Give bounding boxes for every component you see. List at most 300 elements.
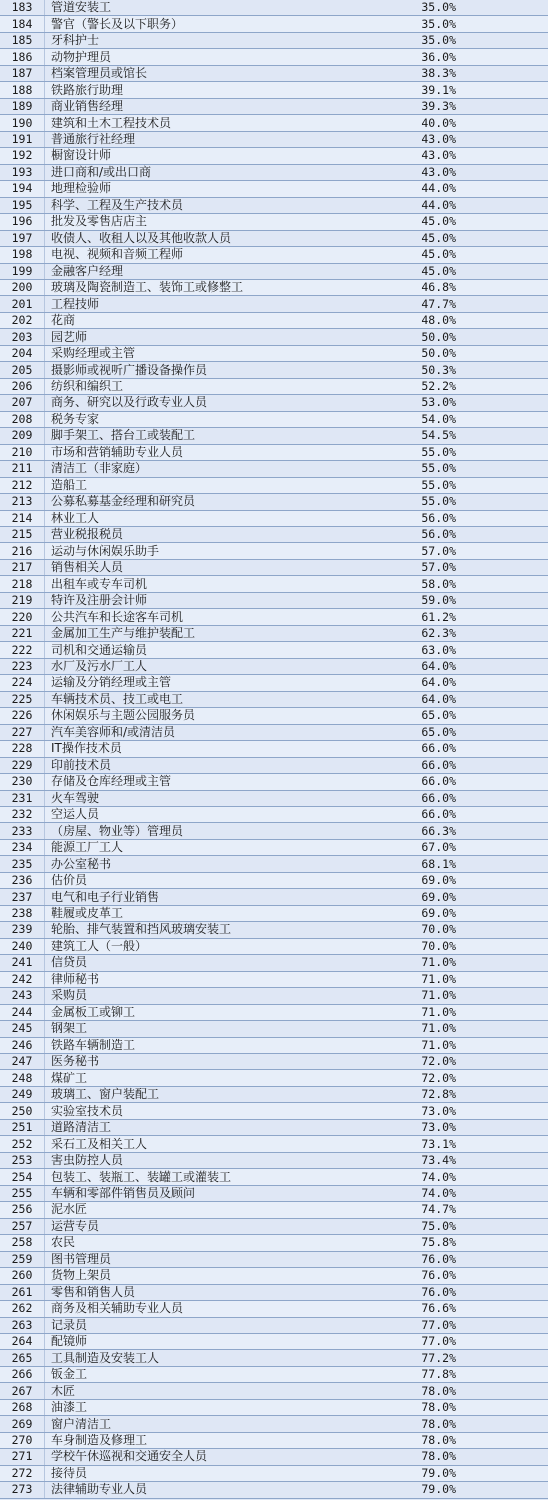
occupation-cell: 警官（警长及以下职务） bbox=[51, 16, 184, 31]
table-row bbox=[0, 906, 548, 922]
table-row bbox=[0, 148, 548, 164]
probability-cell: 74.0% bbox=[421, 1169, 456, 1184]
table-row bbox=[0, 214, 548, 230]
rank-cell: 214 bbox=[0, 511, 45, 526]
table-row bbox=[0, 1416, 548, 1432]
table-row bbox=[0, 1054, 548, 1070]
table-row bbox=[0, 593, 548, 609]
table-row bbox=[0, 1466, 548, 1482]
probability-cell: 77.0% bbox=[421, 1334, 456, 1349]
table-row bbox=[0, 527, 548, 543]
probability-cell: 66.0% bbox=[421, 741, 456, 756]
rank-cell: 255 bbox=[0, 1186, 45, 1201]
rank-cell: 224 bbox=[0, 675, 45, 690]
occupation-cell: 害虫防控人员 bbox=[51, 1153, 124, 1168]
rank-cell: 262 bbox=[0, 1301, 45, 1316]
table-row bbox=[0, 395, 548, 411]
table-row bbox=[0, 1334, 548, 1350]
probability-cell: 57.0% bbox=[421, 543, 456, 558]
probability-cell: 40.0% bbox=[421, 115, 456, 130]
rank-cell: 202 bbox=[0, 313, 45, 328]
occupation-cell: 鞋履或皮革工 bbox=[51, 906, 124, 921]
occupation-cell: 营业税报税员 bbox=[51, 527, 124, 542]
table-row bbox=[0, 741, 548, 757]
rank-cell: 211 bbox=[0, 461, 45, 476]
occupation-cell: 脚手架工、搭台工或装配工 bbox=[51, 428, 196, 443]
occupation-cell: 水厂及污水厂工人 bbox=[51, 658, 148, 673]
occupation-cell: 销售相关人员 bbox=[51, 560, 124, 575]
rank-cell: 258 bbox=[0, 1235, 45, 1250]
table-row bbox=[0, 1235, 548, 1251]
probability-cell: 53.0% bbox=[421, 395, 456, 410]
table-row bbox=[0, 231, 548, 247]
table-row bbox=[0, 1268, 548, 1284]
probability-cell: 71.0% bbox=[421, 1037, 456, 1052]
rank-cell: 218 bbox=[0, 576, 45, 591]
rank-cell: 229 bbox=[0, 758, 45, 773]
table-row bbox=[0, 1350, 548, 1366]
rank-cell: 235 bbox=[0, 856, 45, 871]
probability-cell: 56.0% bbox=[421, 527, 456, 542]
probability-cell: 61.2% bbox=[421, 609, 456, 624]
rank-cell: 209 bbox=[0, 428, 45, 443]
occupation-cell: 木匠 bbox=[51, 1383, 76, 1398]
probability-cell: 69.0% bbox=[421, 873, 456, 888]
rank-cell: 183 bbox=[0, 0, 45, 15]
table-row bbox=[0, 1252, 548, 1268]
rank-cell: 212 bbox=[0, 478, 45, 493]
occupation-cell: 火车驾驶 bbox=[51, 790, 100, 805]
rank-cell: 243 bbox=[0, 988, 45, 1003]
rank-cell: 196 bbox=[0, 214, 45, 229]
table-row bbox=[0, 840, 548, 856]
rank-cell: 260 bbox=[0, 1268, 45, 1283]
probability-cell: 54.0% bbox=[421, 411, 456, 426]
table-row bbox=[0, 642, 548, 658]
occupation-cell: 采购经理或主管 bbox=[51, 346, 136, 361]
occupation-cell: 玻璃工、窗户装配工 bbox=[51, 1087, 160, 1102]
occupation-cell: 摄影师或视听广播设备操作员 bbox=[51, 362, 208, 377]
table-row bbox=[0, 313, 548, 329]
probability-cell: 75.8% bbox=[421, 1235, 456, 1250]
occupation-cell: 学校午休巡视和交通安全人员 bbox=[51, 1449, 208, 1464]
rank-cell: 240 bbox=[0, 939, 45, 954]
rank-cell: 188 bbox=[0, 82, 45, 97]
rank-cell: 241 bbox=[0, 955, 45, 970]
occupation-cell: 油漆工 bbox=[51, 1400, 88, 1415]
probability-cell: 35.0% bbox=[421, 16, 456, 31]
occupation-cell: 记录员 bbox=[51, 1317, 88, 1332]
probability-cell: 71.0% bbox=[421, 955, 456, 970]
rank-cell: 270 bbox=[0, 1433, 45, 1448]
table-row bbox=[0, 1103, 548, 1119]
table-row bbox=[0, 939, 548, 955]
probability-cell: 74.0% bbox=[421, 1185, 456, 1200]
probability-cell: 78.0% bbox=[421, 1383, 456, 1398]
table-row bbox=[0, 791, 548, 807]
rank-cell: 273 bbox=[0, 1482, 45, 1497]
rank-cell: 187 bbox=[0, 66, 45, 81]
occupation-cell: 动物护理员 bbox=[51, 49, 112, 64]
rank-cell: 253 bbox=[0, 1153, 45, 1168]
table-row bbox=[0, 659, 548, 675]
table-row bbox=[0, 774, 548, 790]
probability-cell: 55.0% bbox=[421, 494, 456, 509]
occupation-cell: 纺织和编织工 bbox=[51, 379, 124, 394]
rank-cell: 208 bbox=[0, 412, 45, 427]
occupation-cell: 档案管理员或馆长 bbox=[51, 66, 148, 81]
occupation-cell: （房屋、物业等）管理员 bbox=[51, 823, 184, 838]
rank-cell: 234 bbox=[0, 840, 45, 855]
occupation-cell: 律师秘书 bbox=[51, 971, 100, 986]
probability-cell: 76.0% bbox=[421, 1284, 456, 1299]
occupation-cell: 收债人、收租人以及其他收款人员 bbox=[51, 230, 232, 245]
rank-cell: 269 bbox=[0, 1416, 45, 1431]
probability-cell: 45.0% bbox=[421, 247, 456, 262]
table-row bbox=[0, 1120, 548, 1136]
table-row bbox=[0, 1433, 548, 1449]
rank-cell: 216 bbox=[0, 543, 45, 558]
rank-cell: 264 bbox=[0, 1334, 45, 1349]
rank-cell: 244 bbox=[0, 1005, 45, 1020]
table-row bbox=[0, 543, 548, 559]
rank-cell: 257 bbox=[0, 1219, 45, 1234]
probability-cell: 64.0% bbox=[421, 675, 456, 690]
table-row bbox=[0, 511, 548, 527]
rank-cell: 219 bbox=[0, 593, 45, 608]
probability-cell: 71.0% bbox=[421, 971, 456, 986]
table-row bbox=[0, 972, 548, 988]
table-row bbox=[0, 181, 548, 197]
rank-cell: 246 bbox=[0, 1038, 45, 1053]
rank-cell: 200 bbox=[0, 280, 45, 295]
occupation-cell: 印前技术员 bbox=[51, 757, 112, 772]
occupation-cell: 批发及零售店店主 bbox=[51, 214, 148, 229]
occupation-cell: 接待员 bbox=[51, 1465, 88, 1480]
rank-cell: 186 bbox=[0, 49, 45, 64]
probability-cell: 47.7% bbox=[421, 296, 456, 311]
probability-cell: 43.0% bbox=[421, 148, 456, 163]
table-row bbox=[0, 856, 548, 872]
table-row bbox=[0, 1367, 548, 1383]
rank-cell: 189 bbox=[0, 99, 45, 114]
probability-cell: 71.0% bbox=[421, 1021, 456, 1036]
probability-cell: 66.0% bbox=[421, 757, 456, 772]
rank-cell: 248 bbox=[0, 1070, 45, 1085]
rank-cell: 225 bbox=[0, 692, 45, 707]
probability-cell: 38.3% bbox=[421, 66, 456, 81]
occupation-cell: 钢架工 bbox=[51, 1021, 88, 1036]
table-row bbox=[0, 296, 548, 312]
occupation-cell: 货物上架员 bbox=[51, 1268, 112, 1283]
rank-cell: 223 bbox=[0, 659, 45, 674]
table-row bbox=[0, 445, 548, 461]
probability-cell: 45.0% bbox=[421, 263, 456, 278]
table-row bbox=[0, 922, 548, 938]
rank-cell: 267 bbox=[0, 1383, 45, 1398]
table-row bbox=[0, 1219, 548, 1235]
occupation-cell: 普通旅行社经理 bbox=[51, 131, 136, 146]
rank-cell: 185 bbox=[0, 33, 45, 48]
rank-cell: 203 bbox=[0, 329, 45, 344]
table-row bbox=[0, 873, 548, 889]
probability-cell: 63.0% bbox=[421, 642, 456, 657]
rank-cell: 263 bbox=[0, 1318, 45, 1333]
probability-cell: 44.0% bbox=[421, 197, 456, 212]
occupation-cell: 钣金工 bbox=[51, 1367, 88, 1382]
occupation-cell: 金属板工或铆工 bbox=[51, 1004, 136, 1019]
probability-cell: 66.0% bbox=[421, 790, 456, 805]
rank-cell: 231 bbox=[0, 791, 45, 806]
rank-cell: 268 bbox=[0, 1400, 45, 1415]
table-row bbox=[0, 955, 548, 971]
table-row bbox=[0, 346, 548, 362]
rank-cell: 251 bbox=[0, 1120, 45, 1135]
probability-cell: 62.3% bbox=[421, 626, 456, 641]
rank-cell: 252 bbox=[0, 1136, 45, 1151]
rank-cell: 242 bbox=[0, 972, 45, 987]
occupation-cell: 车身制造及修理工 bbox=[51, 1433, 148, 1448]
table-row bbox=[0, 889, 548, 905]
occupation-cell: 零售和销售人员 bbox=[51, 1284, 136, 1299]
table-row bbox=[0, 1186, 548, 1202]
table-row bbox=[0, 99, 548, 115]
table-row bbox=[0, 576, 548, 592]
table-row bbox=[0, 1400, 548, 1416]
probability-cell: 39.3% bbox=[421, 99, 456, 114]
occupation-cell: 能源工厂工人 bbox=[51, 840, 124, 855]
probability-cell: 73.0% bbox=[421, 1103, 456, 1118]
occupation-cell: 采石工及相关工人 bbox=[51, 1136, 148, 1151]
occupation-cell: 法律辅助专业人员 bbox=[51, 1482, 148, 1497]
table-row bbox=[0, 609, 548, 625]
probability-cell: 73.0% bbox=[421, 1120, 456, 1135]
rank-cell: 191 bbox=[0, 132, 45, 147]
probability-cell: 57.0% bbox=[421, 560, 456, 575]
probability-cell: 77.0% bbox=[421, 1317, 456, 1332]
probability-cell: 52.2% bbox=[421, 379, 456, 394]
rank-cell: 239 bbox=[0, 922, 45, 937]
probability-cell: 45.0% bbox=[421, 214, 456, 229]
occupation-cell: 牙科护士 bbox=[51, 33, 100, 48]
occupation-cell: 林业工人 bbox=[51, 510, 100, 525]
rank-cell: 266 bbox=[0, 1367, 45, 1382]
table-row bbox=[0, 1136, 548, 1152]
rank-cell: 217 bbox=[0, 560, 45, 575]
rank-cell: 232 bbox=[0, 807, 45, 822]
rank-cell: 197 bbox=[0, 231, 45, 246]
probability-cell: 71.0% bbox=[421, 988, 456, 1003]
table-row bbox=[0, 675, 548, 691]
rank-cell: 205 bbox=[0, 362, 45, 377]
probability-cell: 71.0% bbox=[421, 1004, 456, 1019]
rank-cell: 230 bbox=[0, 774, 45, 789]
occupation-cell: 车辆技术员、技工或电工 bbox=[51, 691, 184, 706]
probability-cell: 65.0% bbox=[421, 708, 456, 723]
rank-cell: 215 bbox=[0, 527, 45, 542]
table-row bbox=[0, 758, 548, 774]
occupation-cell: 车辆和零部件销售员及顾问 bbox=[51, 1185, 196, 1200]
occupation-cell: 管道安装工 bbox=[51, 0, 112, 15]
table-row bbox=[0, 1087, 548, 1103]
table-row bbox=[0, 412, 548, 428]
occupation-cell: 包装工、装瓶工、装罐工或灌装工 bbox=[51, 1169, 232, 1184]
table-row bbox=[0, 428, 548, 444]
table-row bbox=[0, 198, 548, 214]
rank-cell: 259 bbox=[0, 1252, 45, 1267]
occupation-cell: 园艺师 bbox=[51, 329, 88, 344]
occupation-cell: 玻璃及陶瓷制造工、装饰工或修整工 bbox=[51, 280, 244, 295]
table-row bbox=[0, 264, 548, 280]
table-row bbox=[0, 1021, 548, 1037]
probability-cell: 36.0% bbox=[421, 49, 456, 64]
table-row bbox=[0, 725, 548, 741]
occupation-cell: 医务秘书 bbox=[51, 1054, 100, 1069]
probability-cell: 78.0% bbox=[421, 1416, 456, 1431]
occupation-cell: 实验室技术员 bbox=[51, 1103, 124, 1118]
probability-cell: 46.8% bbox=[421, 280, 456, 295]
rank-cell: 227 bbox=[0, 725, 45, 740]
table-row bbox=[0, 1005, 548, 1021]
table-row bbox=[0, 247, 548, 263]
occupation-cell: 信贷员 bbox=[51, 955, 88, 970]
occupation-cell: 农民 bbox=[51, 1235, 76, 1250]
occupation-cell: 工具制造及安装工人 bbox=[51, 1350, 160, 1365]
probability-cell: 78.0% bbox=[421, 1433, 456, 1448]
probability-cell: 58.0% bbox=[421, 576, 456, 591]
rank-cell: 256 bbox=[0, 1202, 45, 1217]
table-row bbox=[0, 49, 548, 65]
occupation-cell: 电气和电子行业销售 bbox=[51, 889, 160, 904]
probability-cell: 64.0% bbox=[421, 658, 456, 673]
rank-cell: 228 bbox=[0, 741, 45, 756]
rank-cell: 261 bbox=[0, 1285, 45, 1300]
rank-cell: 238 bbox=[0, 906, 45, 921]
table-row bbox=[0, 82, 548, 98]
rank-cell: 222 bbox=[0, 642, 45, 657]
rank-cell: 192 bbox=[0, 148, 45, 163]
occupation-cell: 休闲娱乐与主题公园服务员 bbox=[51, 708, 196, 723]
occupation-cell: 煤矿工 bbox=[51, 1070, 88, 1085]
rank-cell: 271 bbox=[0, 1449, 45, 1464]
probability-cell: 76.0% bbox=[421, 1251, 456, 1266]
occupation-cell: 花商 bbox=[51, 313, 76, 328]
occupation-cell: 估价员 bbox=[51, 873, 88, 888]
probability-cell: 39.1% bbox=[421, 82, 456, 97]
occupation-cell: 空运人员 bbox=[51, 807, 100, 822]
probability-cell: 77.8% bbox=[421, 1367, 456, 1382]
occupation-cell: 运营专员 bbox=[51, 1218, 100, 1233]
rank-cell: 249 bbox=[0, 1087, 45, 1102]
occupation-cell: 铁路车辆制造工 bbox=[51, 1037, 136, 1052]
table-row bbox=[0, 1318, 548, 1334]
occupation-cell: 运动与休闲娱乐助手 bbox=[51, 543, 160, 558]
rank-cell: 213 bbox=[0, 494, 45, 509]
table-row bbox=[0, 362, 548, 378]
table-row bbox=[0, 823, 548, 839]
rank-cell: 193 bbox=[0, 165, 45, 180]
table-row bbox=[0, 132, 548, 148]
occupation-cell: 道路清洁工 bbox=[51, 1120, 112, 1135]
table-row bbox=[0, 1383, 548, 1399]
rank-cell: 226 bbox=[0, 708, 45, 723]
occupation-cell: 图书管理员 bbox=[51, 1251, 112, 1266]
probability-cell: 75.0% bbox=[421, 1218, 456, 1233]
occupation-cell: 建筑工人（一般） bbox=[51, 938, 148, 953]
rank-cell: 237 bbox=[0, 889, 45, 904]
table-row bbox=[0, 626, 548, 642]
table-row bbox=[0, 1285, 548, 1301]
occupation-cell: 采购员 bbox=[51, 988, 88, 1003]
probability-cell: 59.0% bbox=[421, 593, 456, 608]
occupation-cell: 轮胎、排气装置和挡风玻璃安装工 bbox=[51, 922, 232, 937]
table-row bbox=[0, 807, 548, 823]
table-row bbox=[0, 33, 548, 49]
table-row bbox=[0, 0, 548, 16]
table-row bbox=[0, 115, 548, 131]
rank-cell: 265 bbox=[0, 1350, 45, 1365]
occupation-cell: 铁路旅行助理 bbox=[51, 82, 124, 97]
table-row bbox=[0, 988, 548, 1004]
rank-cell: 210 bbox=[0, 445, 45, 460]
occupation-cell: 市场和营销辅助专业人员 bbox=[51, 444, 184, 459]
occupation-cell: 特许及注册会计师 bbox=[51, 593, 148, 608]
occupation-cell: 商务及相关辅助专业人员 bbox=[51, 1301, 184, 1316]
rank-cell: 190 bbox=[0, 115, 45, 130]
rank-cell: 207 bbox=[0, 395, 45, 410]
occupation-cell: 地理检验师 bbox=[51, 181, 112, 196]
occupation-cell: 存储及仓库经理或主管 bbox=[51, 774, 172, 789]
occupation-cell: 配镜师 bbox=[51, 1334, 88, 1349]
occupation-cell: 公共汽车和长途客车司机 bbox=[51, 609, 184, 624]
rank-cell: 220 bbox=[0, 609, 45, 624]
table-row bbox=[0, 329, 548, 345]
probability-cell: 66.0% bbox=[421, 774, 456, 789]
rank-cell: 254 bbox=[0, 1169, 45, 1184]
occupation-cell: 窗户清洁工 bbox=[51, 1416, 112, 1431]
rank-cell: 199 bbox=[0, 264, 45, 279]
probability-cell: 76.6% bbox=[421, 1301, 456, 1316]
occupation-cell: 金融客户经理 bbox=[51, 263, 124, 278]
rank-cell: 272 bbox=[0, 1466, 45, 1481]
probability-cell: 45.0% bbox=[421, 230, 456, 245]
probability-cell: 73.1% bbox=[421, 1136, 456, 1151]
table-row bbox=[0, 1301, 548, 1317]
probability-cell: 66.3% bbox=[421, 823, 456, 838]
rank-cell: 201 bbox=[0, 296, 45, 311]
occupation-cell: 橱窗设计师 bbox=[51, 148, 112, 163]
occupation-cell: 科学、工程及生产技术员 bbox=[51, 197, 184, 212]
probability-cell: 70.0% bbox=[421, 922, 456, 937]
occupation-cell: 清洁工（非家庭） bbox=[51, 461, 148, 476]
probability-cell: 79.0% bbox=[421, 1482, 456, 1497]
probability-cell: 54.5% bbox=[421, 428, 456, 443]
table-row bbox=[0, 1153, 548, 1169]
occupation-cell: 司机和交通运输员 bbox=[51, 642, 148, 657]
occupation-cell: 建筑和土木工程技术员 bbox=[51, 115, 172, 130]
probability-cell: 70.0% bbox=[421, 938, 456, 953]
table-row bbox=[0, 1169, 548, 1185]
occupation-cell: 泥水匠 bbox=[51, 1202, 88, 1217]
probability-cell: 78.0% bbox=[421, 1449, 456, 1464]
table-row bbox=[0, 478, 548, 494]
probability-cell: 64.0% bbox=[421, 691, 456, 706]
rank-cell: 206 bbox=[0, 379, 45, 394]
occupation-cell: 税务专家 bbox=[51, 411, 100, 426]
probability-cell: 55.0% bbox=[421, 444, 456, 459]
rank-cell: 233 bbox=[0, 823, 45, 838]
probability-cell: 50.0% bbox=[421, 346, 456, 361]
